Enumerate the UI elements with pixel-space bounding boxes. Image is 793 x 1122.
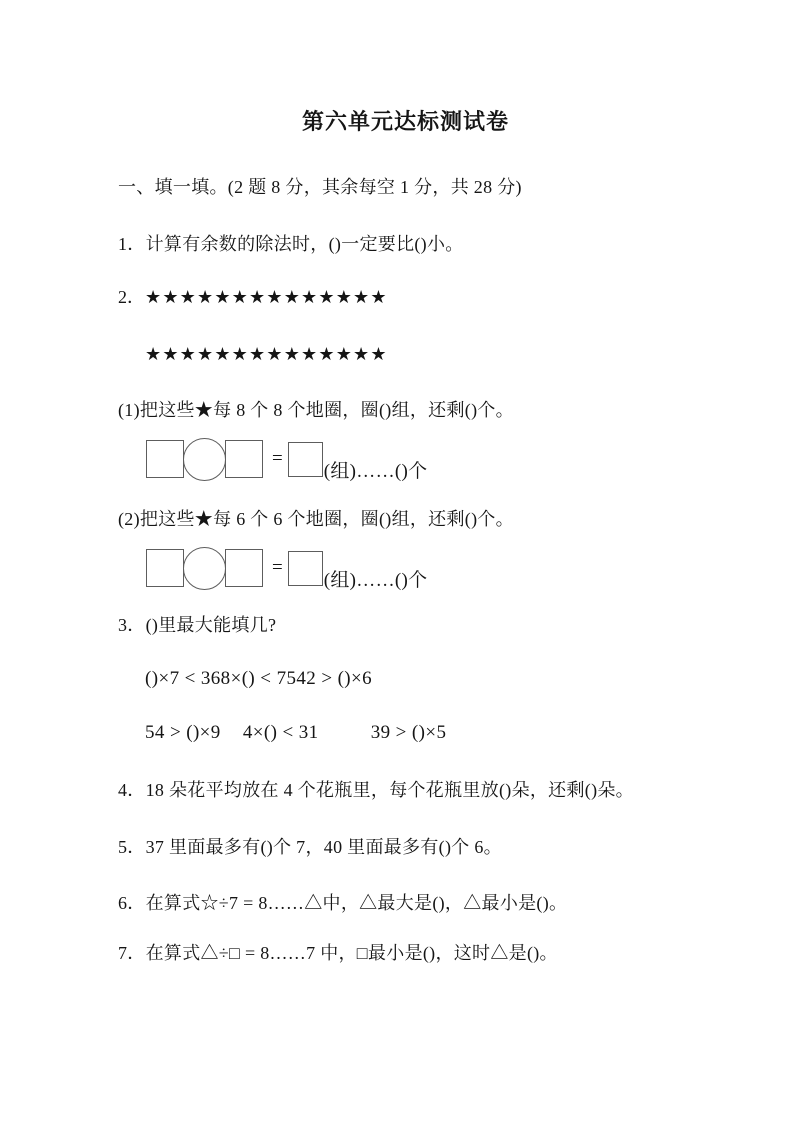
equation-diagram-2 bbox=[146, 545, 693, 591]
equation-suffix-1: (组)……()个 bbox=[323, 461, 428, 482]
dividend-box-2 bbox=[146, 549, 184, 587]
dividend-box-1 bbox=[146, 440, 184, 478]
question-6: 6．在算式☆÷7 = 8……△中，△最大是()，△最小是()。 bbox=[118, 893, 568, 913]
question-4: 4．18 朵花平均放在 4 个花瓶里，每个花瓶里放()朵，还剩()朵。 bbox=[118, 780, 634, 800]
question-2-number: 2． bbox=[118, 287, 145, 307]
quotient-box-2 bbox=[288, 551, 323, 586]
question-3: 3．()里最大能填几? bbox=[118, 615, 277, 635]
quotient-box-1 bbox=[288, 442, 323, 477]
math-line-2 bbox=[145, 720, 693, 746]
equals-sign-2: = bbox=[272, 557, 283, 578]
question-7: 7．在算式△÷□ = 8……7 中，□最小是()，这时△是()。 bbox=[118, 943, 558, 963]
page-title: 第六单元达标测试卷 bbox=[301, 110, 509, 135]
operator-circle-2 bbox=[183, 547, 226, 590]
question-5: 5．37 里面最多有()个 7，40 里面最多有()个 6。 bbox=[118, 837, 502, 857]
stars-row-1: ★★★★★★★★★★★★★★ bbox=[145, 287, 388, 308]
math-expression-c: 39 > ()×5 bbox=[370, 722, 447, 743]
operator-circle-1 bbox=[183, 438, 226, 481]
divisor-box-2 bbox=[225, 549, 263, 587]
equation-diagram-1 bbox=[146, 436, 693, 482]
math-expression-b: 4×() < 31 bbox=[242, 722, 319, 743]
question-2-sub-1: (1)把这些★每 8 个 8 个地圈，圈()组，还剩()个。 bbox=[118, 400, 514, 420]
equals-sign-1: = bbox=[272, 448, 283, 469]
math-expression-a: 54 > ()×9 bbox=[145, 722, 221, 743]
equation-suffix-2: (组)……()个 bbox=[323, 570, 428, 591]
divisor-box-1 bbox=[225, 440, 263, 478]
question-1: 1．计算有余数的除法时，()一定要比()小。 bbox=[118, 234, 464, 254]
math-line-1: ()×7 < 368×() < 7542 > ()×6 bbox=[145, 668, 373, 689]
question-2-sub-2: (2)把这些★每 6 个 6 个地圈，圈()组，还剩()个。 bbox=[118, 509, 514, 529]
question-2 bbox=[118, 283, 693, 311]
section-heading: 一、填一填。(2 题 8 分，其余每空 1 分，共 28 分) bbox=[118, 177, 522, 197]
stars-row-2: ★★★★★★★★★★★★★★ bbox=[145, 344, 388, 365]
